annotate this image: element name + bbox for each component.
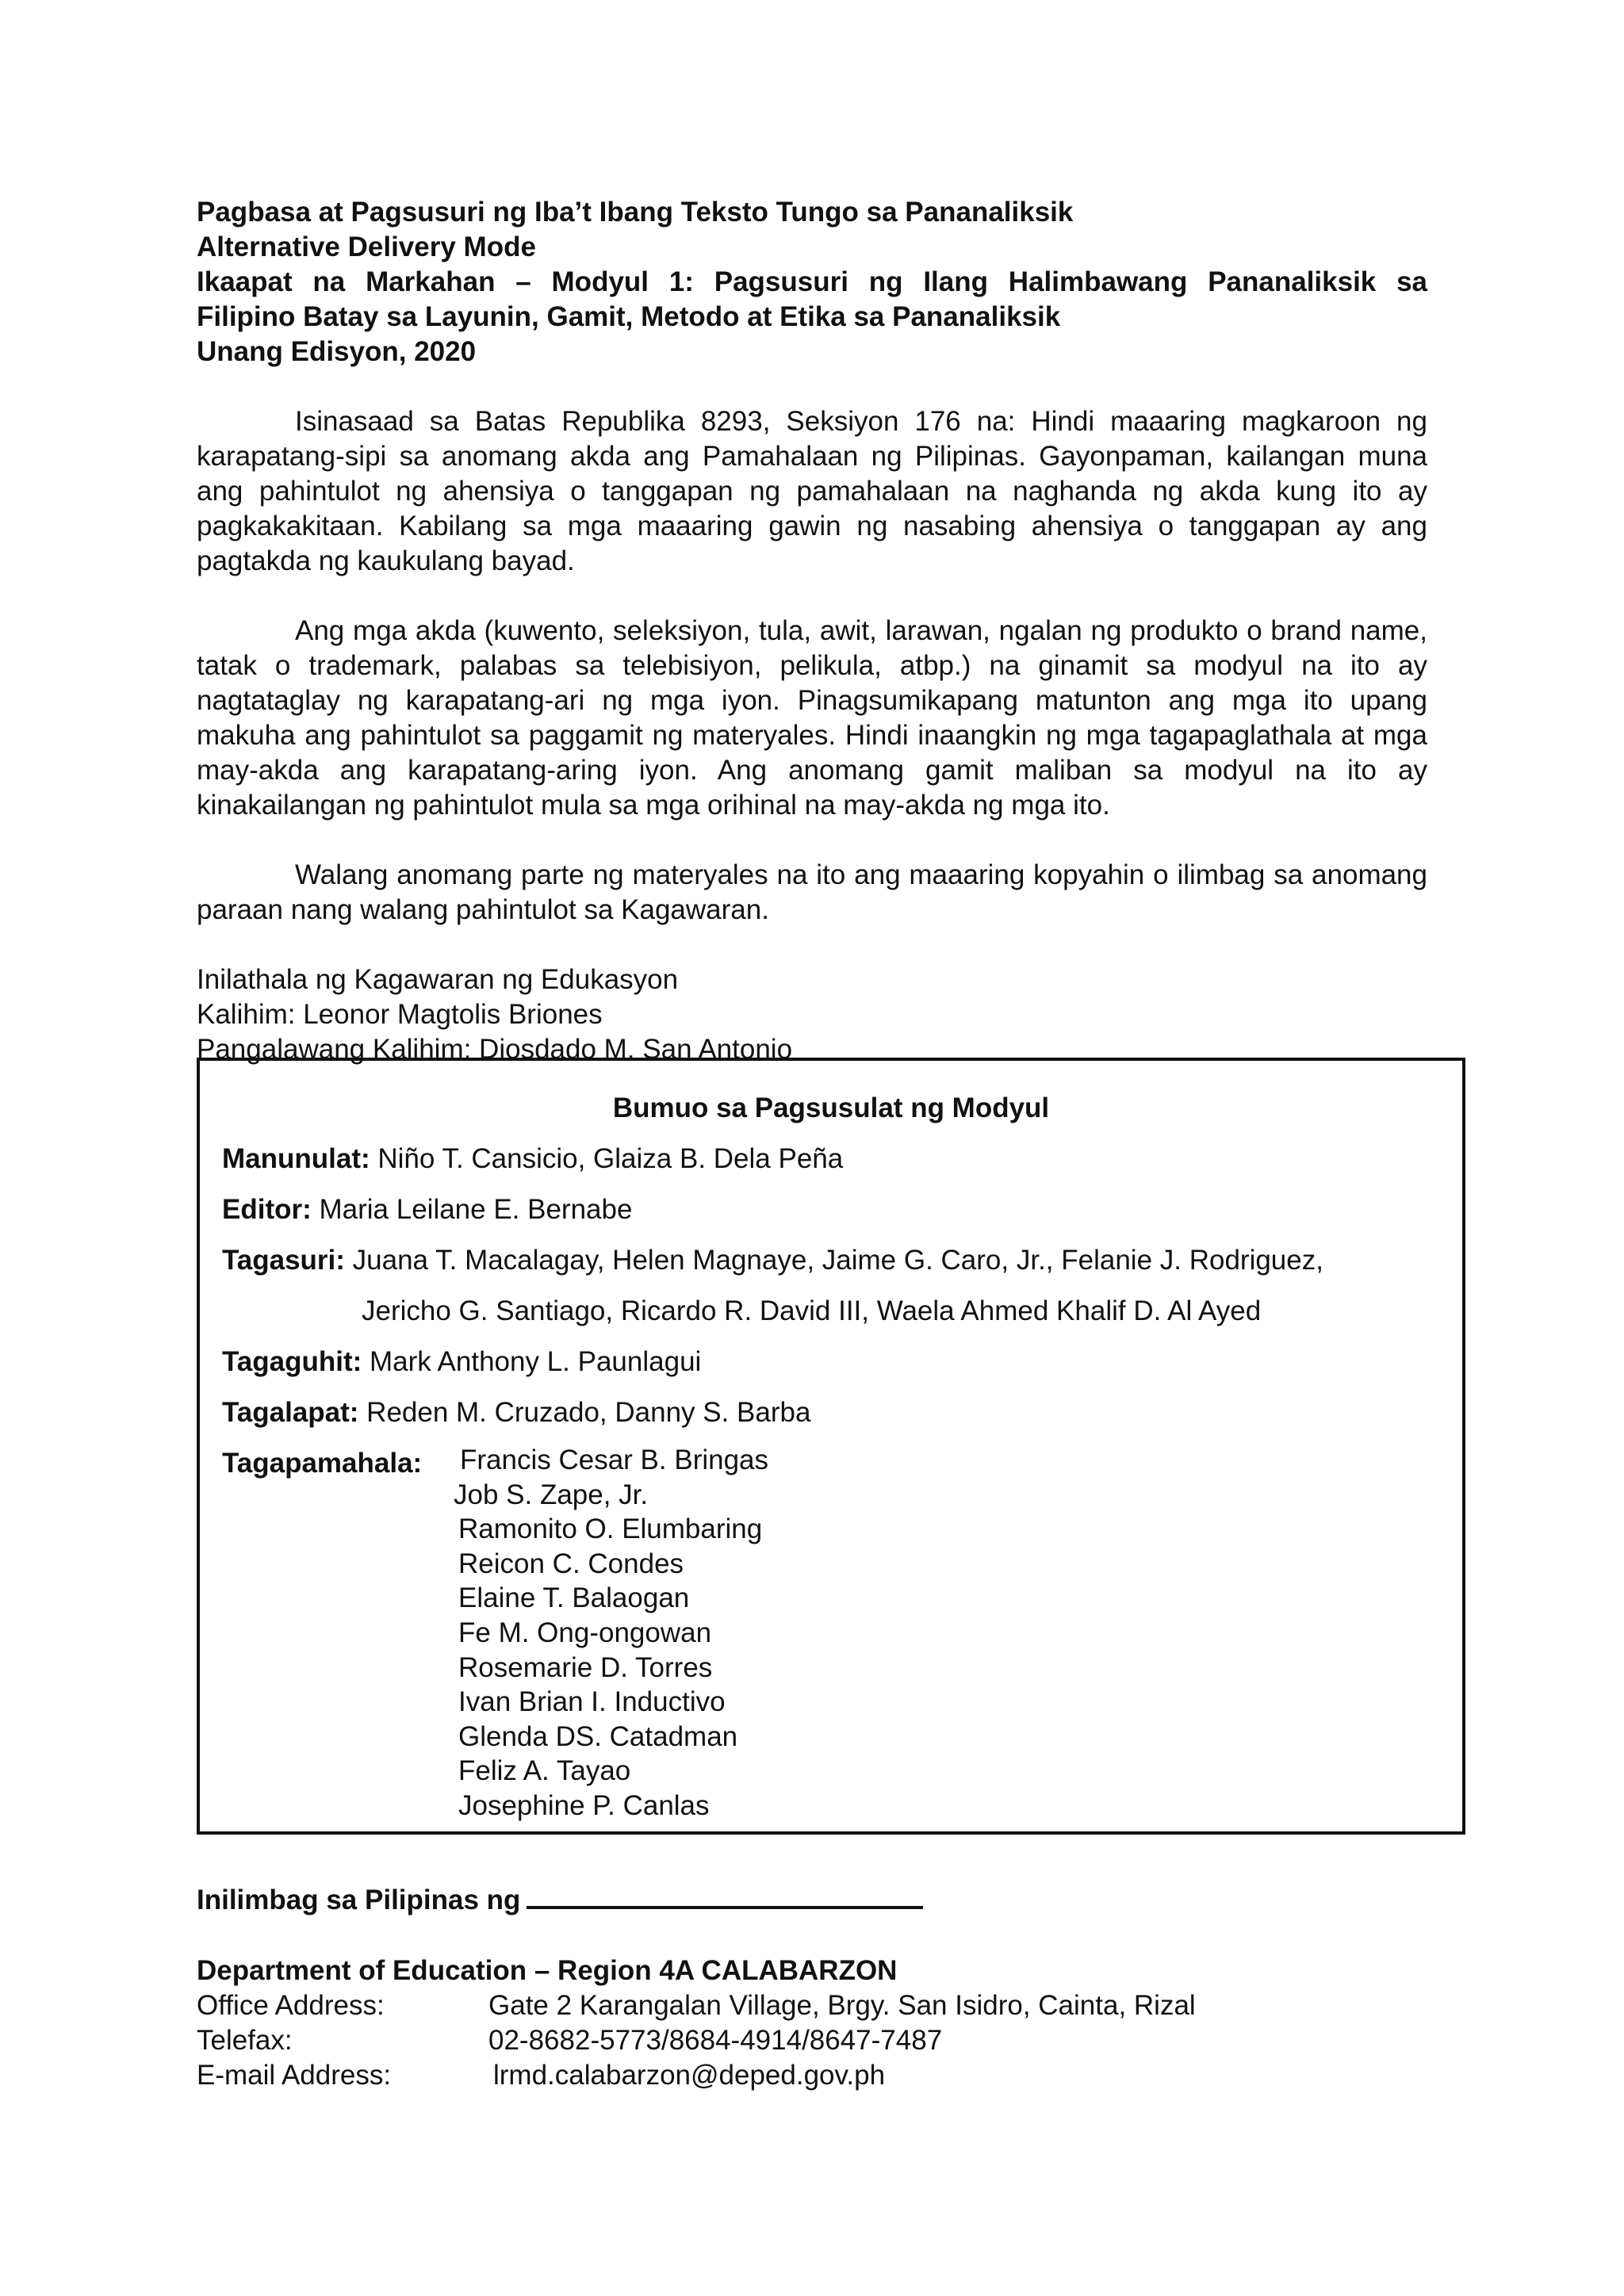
credits-title: Bumuo sa Pagsusulat ng Modyul [612,1093,1050,1123]
illustrator-role: Tagaguhit: [222,1346,362,1377]
manager-row [222,1448,422,1479]
email-row [197,2058,897,2093]
printed-label: Inilimbag sa Pilipinas ng [197,1885,521,1915]
copyright-paragraph-2: Ang mga akda (kuwento, seleksiyon, tula, awit, larawan, ngalan ng produkto o brand name, tatak o trademark, palabas sa telebisiyon, pelikula, atbp.) na ginamit sa modyul na ito ay nagtataglay ng karapatang-ari ng mga iyon. Pinagsumikapang matunton ang mga ito upang makuha ang pahintulot sa paggamit ng materyales. Hindi inaangkin ng mga tagapaglathala at mga may-akda ang karapatang-aring iyon. Ang anomang gamit maliban sa modyul na ito ay kinakailangan ng pahintulot mula sa mga orihinal na may-akda ng mga ito. [197,615,1427,821]
layout-names: Reden M. Cruzado, Danny S. Barba [358,1397,811,1428]
layout-row [222,1397,810,1429]
office-value: Gate 2 Karangalan Village, Brgy. San Isidro, Cainta, Rizal [488,1990,1196,2021]
copyright-paragraph-3: Walang anomang parte ng materyales na ito ang maaaring kopyahin o ilimbag sa anomang paraan nang walang pahintulot sa Kagawaran. [197,859,1427,925]
reviewer-names-cont: Jericho G. Santiago, Ricardo R. David III, Waela Ahmed Khalif D. Al Ayed [362,1295,1262,1326]
office-address-row [197,1988,1196,2023]
module-title-line1: Ikaapat na Markahan – Modyul 1: Pagsusuri ng Ilang Halimbawang Pananaliksik sa [197,266,1427,297]
copyright-page [197,195,1427,1067]
printer-blank-line [527,1882,923,1909]
publisher-info [197,962,1427,1067]
publisher-line: Inilathala ng Kagawaran ng Edukasyon [197,964,679,995]
manager-name: Glenda DS. Catadman [458,1720,738,1752]
layout-role: Tagalapat: [222,1397,359,1428]
manager-list [454,1443,768,1823]
email-value: lrmd.calabarzon@deped.gov.ph [493,2060,886,2091]
illustrator-names: Mark Anthony L. Paunlagui [362,1346,702,1377]
copyright-paragraph-1: Isinasaad sa Batas Republika 8293, Seksiyon 176 na: Hindi maaaring magkaroon ng karapatang-sipi sa anomang akda ang Pamahalaan ng Pilipinas. Gayonpaman, kailangan muna ang pahintulot ng ahensiya o tanggapan ng pamahalaan na naghanda ng akda kung ito ay pagkakakitaan. Kabilang sa mga maaaring gawin ng nasabing ahensiya o tanggapan ay ang pagtakda ng kaukulang bayad. [197,406,1427,576]
writer-names: Niño T. Cansicio, Glaiza B. Dela Peña [370,1143,844,1174]
secretary-line: Kalihim: Leonor Magtolis Briones [197,999,603,1030]
reviewer-row [222,1245,1323,1276]
manager-role: Tagapamahala: [222,1448,423,1479]
email-label: E-mail Address: [197,2060,392,2091]
telefax-label: Telefax: [197,2025,293,2056]
manager-name: Francis Cesar B. Bringas [460,1445,769,1475]
manager-name: Reicon C. Condes [458,1548,684,1579]
reviewer-names: Juana T. Macalagay, Helen Magnaye, Jaime G. Caro, Jr., Felanie J. Rodriguez, [344,1245,1323,1276]
editor-role: Editor: [222,1194,312,1225]
deped-title: Department of Education – Region 4A CALABARZON [197,1955,898,1986]
edition: Unang Edisyon, 2020 [197,336,477,367]
reviewer-role: Tagasuri: [222,1245,345,1276]
office-label: Office Address: [197,1990,385,2021]
editor-row [222,1194,632,1226]
manager-name: Rosemarie D. Torres [458,1651,713,1683]
editor-names: Maria Leilane E. Bernabe [311,1194,633,1225]
delivery-mode: Alternative Delivery Mode [197,232,536,262]
manager-name: Job S. Zape, Jr. [454,1479,649,1510]
manager-name: Ivan Brian I. Inductivo [458,1686,726,1718]
credits-box [197,1058,1465,1835]
manager-name: Elaine T. Balaogan [458,1582,690,1614]
deped-contact [197,1954,1196,2093]
printed-by [197,1882,923,1916]
undersecretary-line: Pangalawang Kalihim: Diosdado M. San Antonio [197,1034,793,1065]
writer-role: Manunulat: [222,1143,370,1174]
module-header [197,195,1427,369]
illustrator-row [222,1346,701,1378]
manager-name: Josephine P. Canlas [458,1789,710,1821]
subject-title: Pagbasa at Pagsusuri ng Iba’t Ibang Teksto Tungo sa Pananaliksik [197,197,1074,228]
writer-row [222,1143,843,1175]
manager-name: Ramonito O. Elumbaring [458,1513,763,1545]
module-title-line2: Filipino Batay sa Layunin, Gamit, Metodo at Etika sa Pananaliksik [197,301,1061,332]
telefax-value: 02-8682-5773/8684-4914/8647-7487 [488,2025,943,2056]
telefax-row [197,2023,943,2058]
manager-name: Feliz A. Tayao [458,1755,631,1787]
manager-name: Fe M. Ong-ongowan [458,1617,712,1648]
